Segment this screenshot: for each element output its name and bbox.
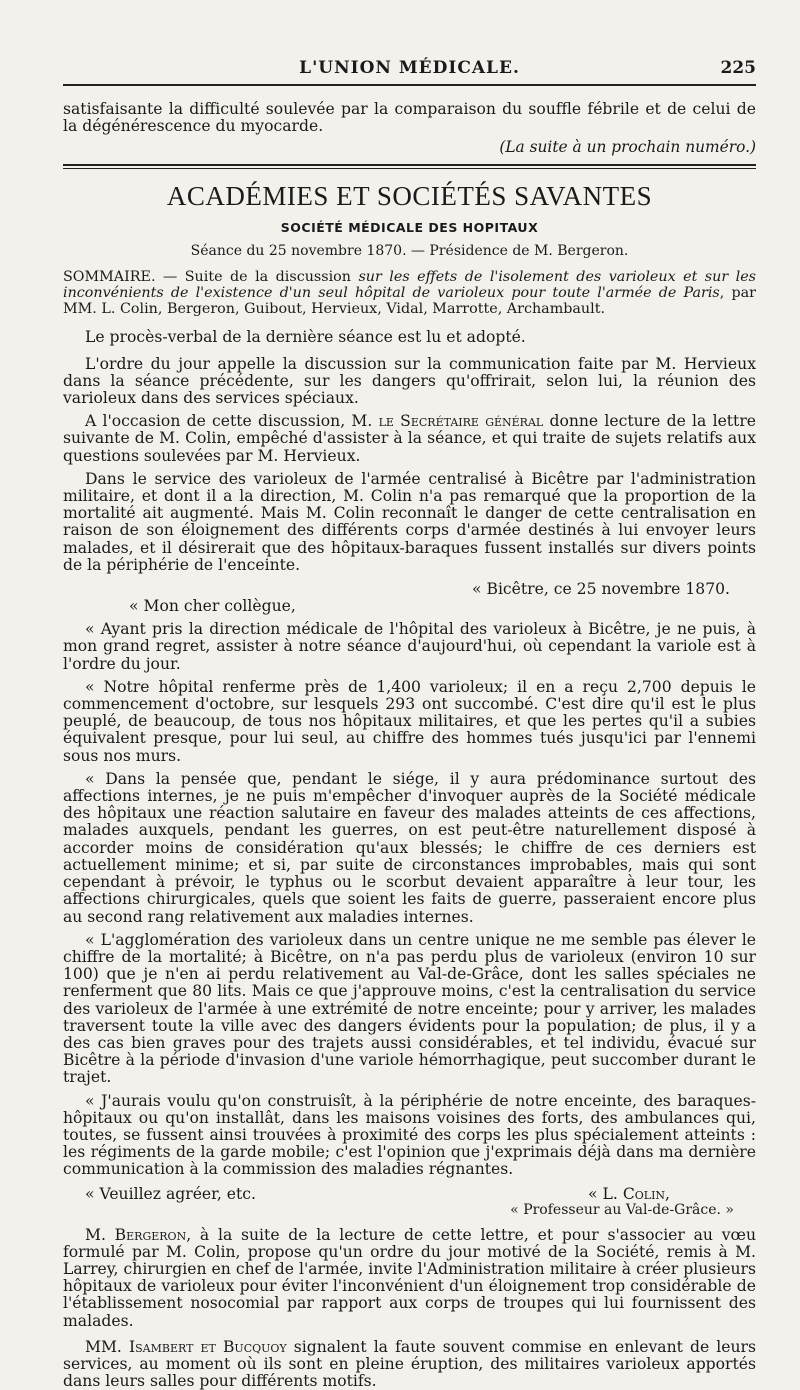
letter-paragraph-1: « Ayant pris la direction médicale de l'hôpital des varioleux à Bicêtre, je ne puis, à mon grand regret, assister à notre séance d'aujourd'hui, où cependant la variole est à l'ordre du jour. [63, 620, 756, 673]
letter-paragraph-3: « Dans la pensée que, pendant le siége, il y aura prédominance surtout des affections internes, je ne puis m'empêcher d'invoquer auprès de la Société médicale des hôpitaux une réaction salutaire en faveur des malades atteints de ces affections, malades auxquels, pendant les guerres, on est peut-être naturellement disposé à accorder moins de considération qu'aux blessés; le chiffre de ces derniers est actuellement minime; et si, par suite de circonstances improbables, mais qui sont cependant à prévoir, le typhus ou le scorbut devaient apparaître à leur tour, les affections chirurgicales, quels que soient les faits de guerre, passeraient encore plus au second rang relativement aux maladies internes. [63, 769, 756, 926]
letter-closing: « Veuillez agréer, etc. [85, 1184, 256, 1203]
paragraph-minutes: Le procès-verbal de la dernière séance est lu et adopté. [85, 328, 526, 347]
summary-names: , par MM. L. Colin, Bergeron, Guibout, Hervieux, Vidal, Marrotte, Archambault. [63, 285, 756, 318]
summary-dash: — Suite de la discussion [155, 269, 359, 286]
running-header [63, 58, 756, 86]
letter-closing-line [63, 1185, 756, 1202]
section-title: ACADÉMIES ET SOCIÉTÉS SAVANTES [166, 181, 653, 212]
isambert-text: signalent la faute souvent commise en enlevant de leurs services, au moment où ils sont en pleine éruption, des militaires varioleux apportés dans leurs salles pour différents motifs. [63, 1337, 756, 1390]
speakers-prefix: MM. [85, 1337, 129, 1356]
letter-date: « Bicêtre, ce 25 novembre 1870. [471, 580, 730, 599]
secretary-title: le Secrétaire général [378, 412, 544, 431]
paragraph-summary-colin: Dans le service des varioleux de l'armée centralisé à Bicêtre par l'administration militaire, et dont il a la direction, M. Colin n'a pas remarqué que la proportion de la mortalité ait augmenté. Mais M. Colin reconnaît le danger de cette centralisation en raison de son éloignement des différents corps d'armée destinés à lui envoyer leurs malades, et il désirerait que des hôpitaux-baraques fussent installés sur divers points de la périphérie de l'enceinte. [63, 469, 756, 574]
signatory-title: « Professeur au Val-de-Grâce. » [510, 1201, 734, 1218]
session-line: Séance du 25 novembre 1870. — Présidence de M. Bergeron. [190, 243, 629, 260]
reading-text-a: A l'occasion de cette discussion, M. [85, 412, 379, 431]
letter-salutation: « Mon cher collègue, [129, 597, 296, 616]
paragraph-isambert-bucquoy [63, 1339, 756, 1390]
to-be-continued-note: (La suite à un prochain numéro.) [499, 138, 756, 157]
page-number: 225 [720, 58, 756, 78]
letter-paragraph-5: « J'aurais voulu qu'on construisît, à la périphérie de notre enceinte, des baraques-hôpitaux ou qu'on installât, dans les maisons voisines des forts, des ambulances qui, toutes, se fussent ainsi trouvées à proximité des corps les plus spécialement atteints : les régiments de la garde mobile; c'est l'opinion que j'exprimais déjà dans ma dernière communication à la commission des maladies régnantes. [63, 1091, 756, 1179]
section-divider [63, 164, 756, 169]
summary-topic: sur les effets de l'isolement des varioleux et sur les inconvénients de l'existence d'un seul hôpital de varioleux pour toute l'armée de Paris [63, 269, 756, 302]
continued-paragraph: satisfaisante la difficulté soulevée par la comparaison du souffle fébrile et de celui de la dégénérescence du myocarde. [63, 100, 756, 136]
journal-title: L'UNION MÉDICALE. [299, 58, 520, 78]
bergeron-text: , à la suite de la lecture de cette lettre, et pour s'associer au vœu formulé par M. Colin, propose qu'un ordre du jour motivé de la Société, remis à M. Larrey, chirurgien en chef de l'armée, invite l'Administration militaire à créer plusieurs hôpitaux de varioleux pour éviter l'inconvénient d'un éloignement trop considérable de l'établissement nosocomial par rapport aux corps de troupes qui lui fournissent des malades. [63, 1225, 756, 1330]
letter-paragraph-4: « L'agglomération des varioleux dans un centre unique ne me semble pas élever le chiffre de la mortalité; à Bicêtre, on n'a pas perdu plus de varioleux (environ 10 sur 100) que je n'en ai perdu relativement au Val-de-Grâce, dont les salles spéciales ne renferment que 80 lits. Mais ce que j'approuve moins, c'est la centralisation du service des varioleux de l'armée à une extrémité de notre enceinte; pour y arriver, les malades traversent toute la ville avec des dangers évidents pour la population; de plus, il y a des cas bien graves pour des trajets aussi considérables, et tel individu, évacué sur Bicêtre à la période d'invasion d'une variole hémorrhagique, peut succomber durant le trajet. [63, 930, 756, 1087]
paragraph-agenda: L'ordre du jour appelle la discussion sur la communication faite par M. Hervieux dans la séance précédente, sur les dangers qu'offrirait, selon lui, la réunion des varioleux dans des services spéciaux. [63, 354, 756, 408]
paragraph-reading [63, 413, 756, 465]
reading-text-b: donne lecture de la lettre suivante de M. Colin, empêché d'assister à la séance, et qui traite de sujets relatifs aux questions soulevées par M. Hervieux. [63, 412, 757, 465]
letter-signature: « L. Colin, [588, 1184, 670, 1203]
speaker-bergeron: M. Bergeron [85, 1225, 187, 1244]
speakers-names: Isambert et Bucquoy [128, 1337, 287, 1356]
society-heading: SOCIÉTÉ MÉDICALE DES HOPITAUX [280, 220, 539, 236]
summary-block [63, 269, 756, 317]
summary-label: SOMMAIRE. [63, 269, 156, 286]
paragraph-bergeron [63, 1227, 756, 1330]
letter-paragraph-2: « Notre hôpital renferme près de 1,400 varioleux; il en a reçu 2,700 depuis le commencement d'octobre, sur lesquels 293 ont succombé. C'est dire qu'il est le plus peuplé, de beaucoup, de tous nos hôpitaux militaires, et que les pertes qu'il a subies équivalent presque, pour lui seul, au chiffre des hommes tués jusqu'ici par l'ennemi sous nos murs. [63, 677, 756, 765]
